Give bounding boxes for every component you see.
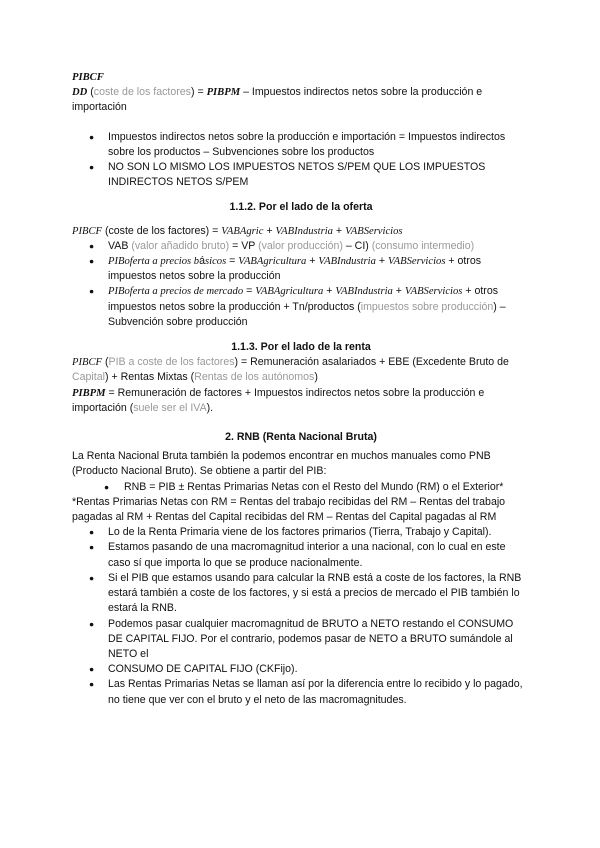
list-item (72, 284, 530, 330)
formula-term: PIBCF (72, 225, 103, 237)
text: ( (102, 356, 109, 369)
pibcf-heading (72, 70, 530, 85)
formula-term: VABIndustria (318, 256, 376, 268)
oferta-list (72, 239, 530, 330)
text: + (332, 224, 346, 237)
text: ) = (190, 86, 207, 99)
list-item: ● Las Rentas Primarias Netas se llaman así por la diferencia entre lo recibido y lo pagado, no tiene que ver con el bruto y el neto de las macromagnitudes. (72, 677, 530, 707)
formula-term: PIBoferta a precios de mercado (108, 286, 244, 298)
list-item: ● CONSUMO DE CAPITAL FIJO (CKFijo). (72, 662, 530, 677)
pibcf-label: PIBCF (72, 72, 104, 83)
pibpm-label: PIBPM (206, 87, 241, 99)
formula-term: PIBCF (72, 357, 103, 369)
grey-note: PIB a coste de los factores (108, 356, 235, 369)
list-item: ● Impuestos indirectos netos sobre la producción e importación = Impuestos indirectos sobre los productos – Subvenciones sobre los productos (72, 130, 530, 160)
text: ) = Remuneración asalariados + EBE (Excedente Bruto de (234, 356, 509, 369)
list-item: ● Estamos pasando de una macromagnitud interior a una nacional, con lo cual en este caso sí que importa lo que se produce nacionalmente. (72, 540, 530, 570)
text: + (306, 255, 319, 268)
text: – CI) (342, 239, 372, 252)
section-heading-oferta: 1.1.2. Por el lado de la oferta (229, 201, 373, 214)
grey-note: (valor producción) (258, 239, 343, 252)
text: (coste de los factores) = (102, 224, 222, 237)
text: + (375, 255, 388, 268)
text: VAB (108, 239, 132, 252)
formula-term: VABAgricultura (255, 286, 324, 298)
formula-term: VABAgricultura (238, 256, 307, 268)
text: ( (87, 86, 94, 99)
text: ) (314, 371, 318, 384)
formula-term: VABAgric (221, 225, 264, 237)
grey-note: coste de los factores (93, 86, 191, 99)
document-page (72, 70, 530, 708)
grey-note: (valor añadido bruto) (131, 239, 230, 252)
text: = (243, 285, 256, 298)
text: = (226, 255, 239, 268)
formula-term: sicos (205, 256, 227, 268)
taxes-list (72, 130, 530, 191)
grey-note: Rentas de los autónomos (194, 371, 315, 384)
text: ) – Subvención sobre producción (108, 300, 506, 328)
text: ). (206, 401, 214, 414)
grey-note: (consumo intermedio) (371, 239, 475, 252)
text: + (263, 224, 276, 237)
text: + otros impuestos netos sobre la producción + Tn/productos ( (108, 285, 499, 313)
text: ) + Rentas Mixtas ( (104, 371, 195, 384)
section-heading-rnb: 2. RNB (Renta Nacional Bruta) (225, 431, 377, 444)
list-item: ● Lo de la Renta Primaria viene de los factores primarios (Tierra, Trabajo y Capital). (72, 525, 530, 540)
formula-term: PIBPM (72, 387, 106, 399)
formula-term: VABIndustria (335, 286, 393, 298)
formula-term: PIBoferta a precios b (108, 256, 200, 268)
section-heading-renta: 1.1.3. Por el lado de la renta (231, 341, 371, 354)
rnb-list (72, 525, 530, 707)
text: = Remuneración de factores + Impuestos indirectos netos sobre la producción e importación ( (72, 386, 485, 414)
grey-note: impuestos sobre producción (360, 300, 494, 313)
formula-term: VABServicios (404, 286, 463, 298)
list-item (72, 239, 530, 254)
text: + otros impuestos netos sobre la producción (108, 255, 482, 283)
text: – Impuestos indirectos netos sobre la producción e importación (72, 86, 483, 114)
text: á (199, 255, 206, 268)
rnb-formula-list (72, 480, 530, 495)
renta-formula-pm (72, 386, 530, 416)
text: + (323, 285, 336, 298)
dd-label: DD (72, 87, 88, 99)
formula-term: VABServicios (387, 256, 446, 268)
formula-term: VABIndustria (275, 225, 333, 237)
list-item: ● Podemos pasar cualquier macromagnitud de BRUTO a NETO restando el CONSUMO DE CAPITAL FIJO. Por el contrario, podemos pasar de NETO a BRUTO sumándole al NETO el (72, 617, 530, 663)
list-item: ● NO SON LO MISMO LOS IMPUESTOS NETOS S/PEM QUE LOS IMPUESTOS INDIRECTOS NETOS S/PEM (72, 160, 530, 190)
grey-note: Capital (72, 371, 105, 384)
list-item: ● RNB = PIB ± Rentas Primarias Netas con el Resto del Mundo (RM) o el Exterior* (72, 480, 530, 495)
grey-note: suele ser el IVA (133, 401, 207, 414)
oferta-formula (72, 224, 530, 239)
rnb-intro: La Renta Nacional Bruta también la podemos encontrar en muchos manuales como PNB (Producto Nacional Bruto). Se obtiene a partir del PIB: (72, 450, 491, 478)
text: + (392, 285, 405, 298)
dd-definition (72, 85, 530, 115)
list-item: ● Si el PIB que estamos usando para calcular la RNB está a coste de los factores, la RNB estará también a coste de los factores, y si está a precios de mercado el PIB también lo estará la RNB. (72, 571, 530, 617)
rnb-note: *Rentas Primarias Netas con RM = Rentas del trabajo recibidas del RM – Rentas del trabajo pagadas al RM + Rentas del Capital recibidas del RM – Rentas del Capital pagadas al RM (72, 495, 506, 524)
list-item (72, 254, 530, 284)
renta-formula-cf (72, 355, 530, 385)
text: = VP (229, 239, 259, 252)
formula-term: VABServicios (345, 225, 403, 237)
